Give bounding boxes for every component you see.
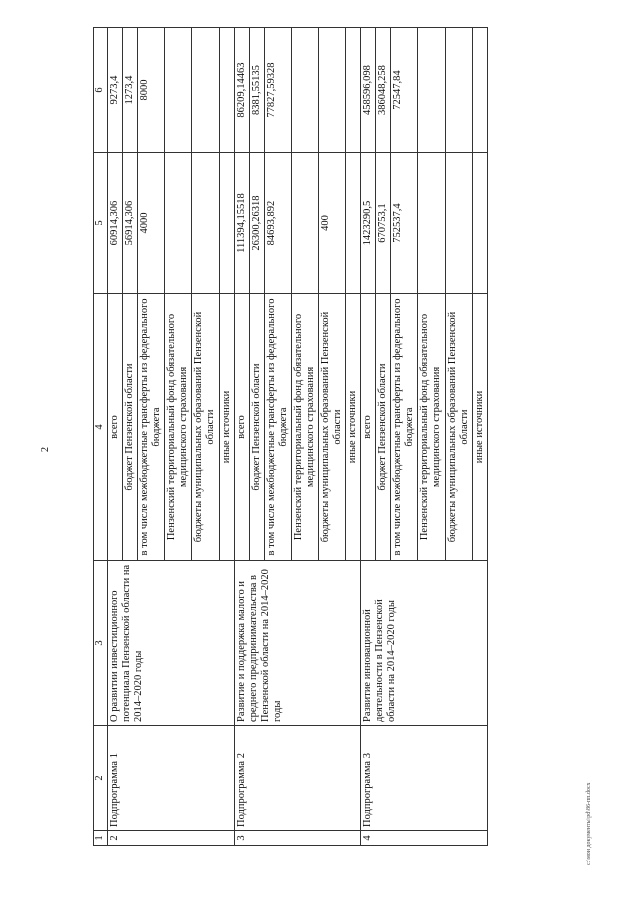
subprogram-name: Подпрограмма 2 [234,726,361,831]
header-cell: 2 [94,726,108,831]
value-col6 [219,28,234,153]
value-col6: 72547,84 [391,28,418,153]
funding-source: в том числе межбюджетные трансферты из федерального бюджета [138,294,165,561]
header-cell: 4 [94,294,108,561]
value-col6: 386048,258 [376,28,391,153]
value-col6 [472,28,487,153]
funding-source: бюджет Пензенской области [123,294,138,561]
subprogram-title: О развитии инвестиционного потенциала Пензенской области на 2014–2020 годы [108,561,235,726]
value-col5 [346,153,361,294]
funding-source: Пензенский территориальный фонд обязательного медицинского страхования [418,294,445,561]
header-cell: 3 [94,561,108,726]
value-col6 [192,28,219,153]
value-col5 [291,153,318,294]
value-col5 [472,153,487,294]
subprogram-name: Подпрограмма 3 [361,726,488,831]
value-col6 [346,28,361,153]
value-col5: 1423290,5 [361,153,376,294]
funding-source: в том числе межбюджетные трансферты из федерального бюджета [264,294,291,561]
funding-source: всего [108,294,123,561]
table-row [108,28,123,846]
value-col5: 60914,306 [108,153,123,294]
value-col5: 400 [318,153,345,294]
value-col6 [165,28,192,153]
row-number: 2 [108,831,235,846]
funding-source: бюджеты муниципальных образований Пензенской области [445,294,472,561]
value-col5: 670753,1 [376,153,391,294]
subprogram-title: Развитие инновационной деятельности в Пензенской области на 2014–2020 годы [361,561,488,726]
row-number: 3 [234,831,361,846]
funding-source: бюджеты муниципальных образований Пензенской области [318,294,345,561]
header-cell: 1 [94,831,108,846]
value-col6: 8381,55135 [249,28,264,153]
value-col5 [192,153,219,294]
value-col6 [418,28,445,153]
value-col5: 4000 [138,153,165,294]
subprogram-title: Развитие и поддержка малого и среднего предпринимательства в Пензенской области на 2014–2020 годы [234,561,361,726]
value-col5 [165,153,192,294]
row-number: 4 [361,831,488,846]
page-number: 2 [40,447,51,452]
value-col6: 9273,4 [108,28,123,153]
value-col6: 86209,14463 [234,28,249,153]
funding-source: в том числе межбюджетные трансферты из федерального бюджета [391,294,418,561]
funding-source: иные источники [219,294,234,561]
value-col6: 458596,098 [361,28,376,153]
value-col5: 111394,15518 [234,153,249,294]
value-col6 [318,28,345,153]
funding-source: Пензенский территориальный фонд обязательного медицинского страхования [291,294,318,561]
funding-source: иные источники [346,294,361,561]
header-cell: 6 [94,28,108,153]
value-col5: 56914,306 [123,153,138,294]
value-col5: 26300,26318 [249,153,264,294]
value-col5 [219,153,234,294]
funding-source: бюджеты муниципальных образований Пензенской области [192,294,219,561]
funding-source: иные источники [472,294,487,561]
subprogram-name: Подпрограмма 1 [108,726,235,831]
value-col5 [445,153,472,294]
table-body [108,28,488,846]
footer-path: c:\мои документы\pd\86-пп.docx [586,782,592,865]
funding-source: всего [234,294,249,561]
value-col5 [418,153,445,294]
funding-source: всего [361,294,376,561]
value-col6 [445,28,472,153]
value-col6: 8000 [138,28,165,153]
table-row [361,28,376,846]
rotated-page [93,31,601,846]
funding-table [93,27,488,846]
funding-source: бюджет Пензенской области [376,294,391,561]
value-col6: 77827,59328 [264,28,291,153]
header-cell: 5 [94,153,108,294]
value-col6 [291,28,318,153]
funding-source: бюджет Пензенской области [249,294,264,561]
value-col6: 1273,4 [123,28,138,153]
funding-source: Пензенский территориальный фонд обязательного медицинского страхования [165,294,192,561]
value-col5: 84693,892 [264,153,291,294]
value-col5: 752537,4 [391,153,418,294]
header-row [94,28,108,846]
table-row [234,28,249,846]
